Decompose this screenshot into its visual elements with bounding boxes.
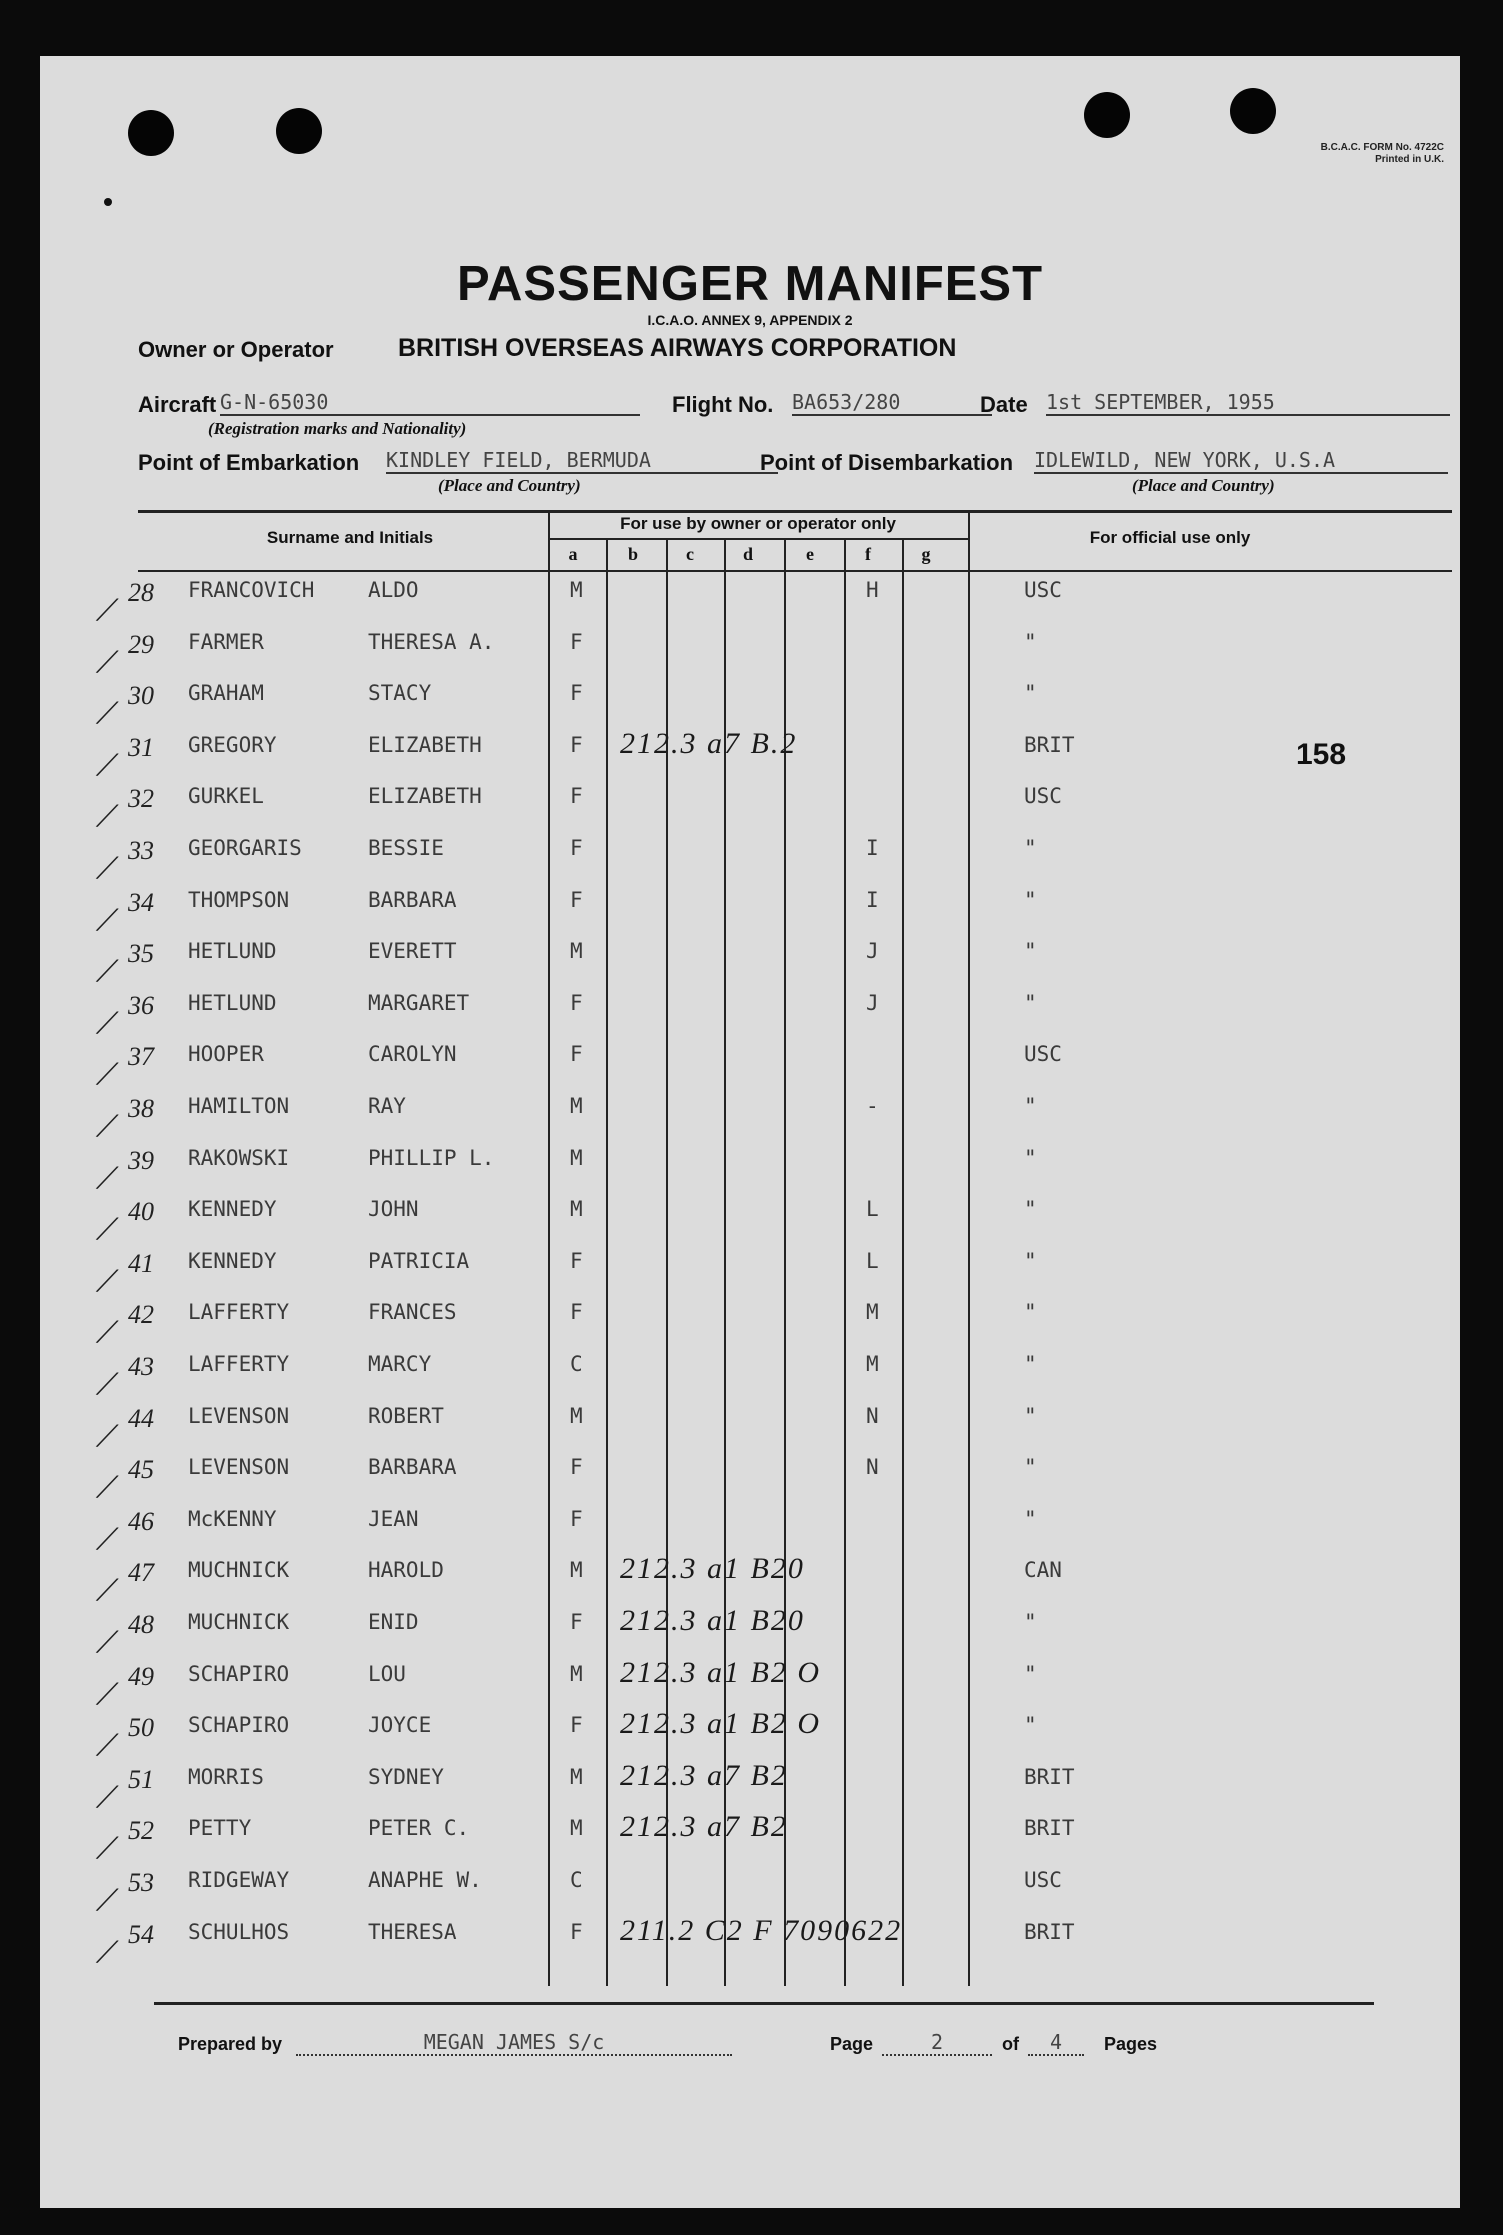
table-row	[40, 727, 1460, 787]
row-number: 52	[128, 1816, 154, 1845]
check-mark: ⁄	[101, 1568, 114, 1612]
check-mark: ⁄	[101, 1723, 114, 1767]
table-row	[40, 1197, 1460, 1251]
row-number: 44	[128, 1404, 154, 1433]
surname-cell: LAFFERTY	[188, 1352, 290, 1376]
surname-cell: MUCHNICK	[188, 1610, 290, 1634]
table-row	[40, 681, 1460, 735]
given-name-cell: JEAN	[368, 1507, 419, 1531]
column-a-cell: F	[570, 888, 583, 912]
check-mark: ⁄	[101, 1207, 114, 1251]
table-row	[40, 1146, 1460, 1200]
official-use-cell: "	[1024, 991, 1037, 1015]
official-use-cell: "	[1024, 681, 1037, 705]
column-a-cell: M	[570, 1558, 583, 1582]
check-mark: ⁄	[101, 1310, 114, 1354]
official-use-cell: USC	[1024, 578, 1062, 602]
check-mark: ⁄	[101, 794, 114, 838]
column-a-cell: M	[570, 578, 583, 602]
official-use-cell: "	[1024, 1197, 1037, 1221]
official-use-cell: "	[1024, 1300, 1037, 1324]
row-number: 40	[128, 1197, 154, 1226]
surname-cell: HETLUND	[188, 939, 277, 963]
table-row	[40, 1094, 1460, 1148]
aircraft-note: (Registration marks and Nationality)	[208, 419, 467, 438]
column-a-cell: F	[570, 1713, 583, 1737]
check-mark: ⁄	[101, 1878, 114, 1922]
form-code	[1321, 142, 1444, 166]
official-use-cell: BRIT	[1024, 733, 1075, 757]
pages-label: Pages	[1104, 2034, 1158, 2054]
surname-cell: GEORGARIS	[188, 836, 302, 860]
official-use-cell: "	[1024, 1455, 1037, 1479]
table-row	[40, 1604, 1460, 1664]
page-value: 2	[882, 2030, 992, 2056]
column-f-cell: N	[866, 1455, 879, 1479]
given-name-cell: LOU	[368, 1662, 406, 1686]
column-a-cell: F	[570, 1455, 583, 1479]
official-use-cell: "	[1024, 1662, 1037, 1686]
column-header-g: g	[921, 544, 931, 564]
row-number: 38	[128, 1094, 154, 1123]
check-mark: ⁄	[101, 1930, 114, 1974]
given-name-cell: THERESA A.	[368, 630, 495, 654]
table-row	[40, 1249, 1460, 1303]
form-code-line: B.C.A.C. FORM No. 4722C	[1320, 142, 1444, 153]
check-mark: ⁄	[101, 1001, 114, 1045]
column-a-cell: M	[570, 1197, 583, 1221]
official-use-cell: BRIT	[1024, 1816, 1075, 1840]
official-use-cell: USC	[1024, 1868, 1062, 1892]
column-header-e: e	[806, 544, 814, 564]
row-number: 48	[128, 1610, 154, 1639]
surname-cell: LEVENSON	[188, 1404, 290, 1428]
of-label: of	[1002, 2034, 1019, 2054]
given-name-cell: HAROLD	[368, 1558, 444, 1582]
column-a-cell: M	[570, 1094, 583, 1118]
disembark-label: Point of Disembarkation	[760, 450, 1014, 475]
embark-value: KINDLEY FIELD, BERMUDA	[386, 448, 778, 474]
surname-cell: KENNEDY	[188, 1197, 277, 1221]
row-number: 53	[128, 1868, 154, 1897]
given-name-cell: ROBERT	[368, 1404, 444, 1428]
official-use-cell: "	[1024, 1146, 1037, 1170]
official-use-cell: BRIT	[1024, 1765, 1075, 1789]
date-label: Date	[980, 392, 1028, 417]
official-use-cell: "	[1024, 1404, 1037, 1428]
handwritten-code-cell: 212.3 a1 B2 O	[620, 1656, 821, 1689]
column-a-cell: F	[570, 1249, 583, 1273]
table-row	[40, 1404, 1460, 1458]
row-number: 34	[128, 888, 154, 917]
surname-cell: SCHAPIRO	[188, 1662, 290, 1686]
column-a-cell: F	[570, 1610, 583, 1634]
check-mark: ⁄	[101, 1362, 114, 1406]
row-number: 41	[128, 1249, 154, 1278]
row-number: 29	[128, 630, 154, 659]
check-mark: ⁄	[101, 1156, 114, 1200]
column-f-cell: M	[866, 1352, 879, 1376]
handwritten-code-cell: 212.3 a7 B2	[620, 1810, 788, 1843]
check-mark: ⁄	[101, 1052, 114, 1096]
column-f-cell: J	[866, 991, 879, 1015]
surname-cell: HETLUND	[188, 991, 277, 1015]
given-name-cell: ELIZABETH	[368, 784, 482, 808]
table-row	[40, 1759, 1460, 1819]
surname-cell: LAFFERTY	[188, 1300, 290, 1324]
check-mark: ⁄	[101, 691, 114, 735]
row-number: 46	[128, 1507, 154, 1536]
check-mark: ⁄	[101, 1775, 114, 1819]
column-a-cell: F	[570, 1042, 583, 1066]
table-row	[40, 1656, 1460, 1716]
prepared-by-label: Prepared by	[178, 2034, 283, 2054]
check-mark: ⁄	[101, 1672, 114, 1716]
official-use-cell: "	[1024, 630, 1037, 654]
table-top-rule	[138, 510, 1452, 513]
row-number: 33	[128, 836, 154, 865]
flight-value: BA653/280	[792, 390, 992, 416]
official-use-cell: USC	[1024, 784, 1062, 808]
page-label: Page	[830, 2034, 874, 2054]
column-header-d: d	[742, 544, 753, 564]
surname-cell: GURKEL	[188, 784, 264, 808]
check-mark: ⁄	[101, 1259, 114, 1303]
surname-cell: GREGORY	[188, 733, 277, 757]
check-mark: ⁄	[101, 1620, 114, 1664]
punch-hole	[276, 108, 322, 154]
table-row	[40, 939, 1460, 993]
manifest-sheet	[40, 56, 1460, 2208]
column-a-cell: M	[570, 1816, 583, 1840]
official-use-cell: "	[1024, 939, 1037, 963]
given-name-cell: FRANCES	[368, 1300, 457, 1324]
column-a-cell: F	[570, 630, 583, 654]
table-row	[40, 1455, 1460, 1509]
surname-cell: RAKOWSKI	[188, 1146, 290, 1170]
column-a-cell: M	[570, 1765, 583, 1789]
check-mark: ⁄	[101, 846, 114, 890]
check-mark: ⁄	[101, 588, 114, 632]
handwritten-code-cell: 212.3 a7 B.2	[620, 727, 798, 760]
column-header-f: f	[865, 544, 871, 564]
check-mark: ⁄	[101, 1414, 114, 1458]
given-name-cell: ELIZABETH	[368, 733, 482, 757]
form-code-line: Printed in U.K.	[1375, 154, 1444, 165]
handwritten-code-cell: 212.3 a7 B2	[620, 1759, 788, 1792]
column-header-c: c	[686, 544, 694, 564]
column-f-cell: L	[866, 1249, 879, 1273]
official-use-cell: CAN	[1024, 1558, 1062, 1582]
official-use-cell: "	[1024, 836, 1037, 860]
surname-cell: THOMPSON	[188, 888, 290, 912]
surname-cell: SCHAPIRO	[188, 1713, 290, 1737]
row-number: 37	[128, 1042, 154, 1071]
column-a-cell: F	[570, 733, 583, 757]
row-number: 28	[128, 578, 154, 607]
surname-cell: MUCHNICK	[188, 1558, 290, 1582]
handwritten-code-cell: 212.3 a1 B20	[620, 1604, 805, 1637]
owner-use-header: For use by owner or operator only	[620, 514, 896, 533]
owner-label: Owner or Operator	[138, 337, 334, 362]
table-row	[40, 991, 1460, 1045]
column-a-cell: F	[570, 784, 583, 808]
check-mark: ⁄	[101, 743, 114, 787]
table-row	[40, 1868, 1460, 1922]
embark-note: (Place and Country)	[438, 476, 581, 495]
flight-label: Flight No.	[672, 392, 774, 417]
given-name-cell: PHILLIP L.	[368, 1146, 495, 1170]
row-number: 31	[128, 733, 154, 762]
document-subtitle: I.C.A.O. ANNEX 9, APPENDIX 2	[647, 312, 853, 328]
row-number: 35	[128, 939, 154, 968]
official-use-cell: "	[1024, 1352, 1037, 1376]
document-title: PASSENGER MANIFEST	[456, 257, 1044, 311]
handwritten-code-cell: 212.3 a1 B20	[620, 1552, 805, 1585]
row-number: 54	[128, 1920, 154, 1949]
table-row	[40, 836, 1460, 890]
given-name-cell: JOYCE	[368, 1713, 432, 1737]
owner-value: BRITISH OVERSEAS AIRWAYS CORPORATION	[398, 334, 957, 362]
given-name-cell: STACY	[368, 681, 432, 705]
header-bottom-rule	[138, 570, 1452, 572]
table-row	[40, 888, 1460, 942]
row-number: 36	[128, 991, 154, 1020]
official-use-cell: "	[1024, 1094, 1037, 1118]
surname-cell: RIDGEWAY	[188, 1868, 290, 1892]
surname-cell: MORRIS	[188, 1765, 264, 1789]
row-number: 43	[128, 1352, 154, 1381]
punch-hole	[1084, 92, 1130, 138]
check-mark: ⁄	[101, 1517, 114, 1561]
prepared-by-value: MEGAN JAMES S/c	[296, 2030, 732, 2056]
table-row	[40, 1507, 1460, 1561]
column-a-cell: C	[570, 1352, 583, 1376]
column-a-cell: M	[570, 939, 583, 963]
table-row	[40, 1810, 1460, 1870]
ink-mark	[104, 198, 112, 206]
surname-cell: PETTY	[188, 1816, 252, 1840]
column-a-cell: F	[570, 1920, 583, 1944]
surname-cell: KENNEDY	[188, 1249, 277, 1273]
row-number: 50	[128, 1713, 154, 1742]
given-name-cell: CAROLYN	[368, 1042, 457, 1066]
table-row	[40, 1552, 1460, 1612]
column-f-cell: -	[866, 1094, 879, 1118]
given-name-cell: PATRICIA	[368, 1249, 470, 1273]
table-row	[40, 1352, 1460, 1406]
column-f-cell: I	[866, 836, 879, 860]
row-number: 32	[128, 784, 154, 813]
table-row	[40, 1042, 1460, 1096]
given-name-cell: BARBARA	[368, 888, 457, 912]
surname-cell: FRANCOVICH	[188, 578, 315, 602]
column-f-cell: M	[866, 1300, 879, 1324]
official-use-cell: BRIT	[1024, 1920, 1075, 1944]
given-name-cell: ANAPHE W.	[368, 1868, 482, 1892]
given-name-cell: BESSIE	[368, 836, 444, 860]
column-a-cell: F	[570, 1507, 583, 1531]
check-mark: ⁄	[101, 1104, 114, 1148]
official-use-cell: "	[1024, 888, 1037, 912]
aircraft-value: G-N-65030	[220, 390, 640, 416]
row-number: 49	[128, 1662, 154, 1691]
official-use-cell: "	[1024, 1507, 1037, 1531]
header-split-rule	[548, 538, 968, 540]
table-row	[40, 578, 1460, 632]
column-a-cell: C	[570, 1868, 583, 1892]
column-f-cell: I	[866, 888, 879, 912]
column-a-cell: F	[570, 1300, 583, 1324]
embark-label: Point of Embarkation	[138, 450, 360, 475]
given-name-cell: SYDNEY	[368, 1765, 444, 1789]
table-row	[40, 1914, 1460, 1974]
handwritten-code-cell: 212.3 a1 B2 O	[620, 1707, 821, 1740]
column-f-cell: H	[866, 578, 879, 602]
given-name-cell: JOHN	[368, 1197, 419, 1221]
table-bottom-rule	[154, 2002, 1374, 2005]
column-a-cell: F	[570, 836, 583, 860]
column-f-cell: L	[866, 1197, 879, 1221]
check-mark: ⁄	[101, 898, 114, 942]
surname-cell: LEVENSON	[188, 1455, 290, 1479]
official-use-cell: USC	[1024, 1042, 1062, 1066]
given-name-cell: ALDO	[368, 578, 419, 602]
row-number: 30	[128, 681, 154, 710]
total-pages-value: 4	[1028, 2030, 1084, 2056]
given-name-cell: ENID	[368, 1610, 419, 1634]
given-name-cell: MARGARET	[368, 991, 470, 1015]
surname-cell: SCHULHOS	[188, 1920, 290, 1944]
date-value: 1st SEPTEMBER, 1955	[1046, 390, 1450, 416]
check-mark: ⁄	[101, 1465, 114, 1509]
handwritten-code-cell: 211.2 C2 F 7090622	[620, 1914, 903, 1947]
row-number: 45	[128, 1455, 154, 1484]
check-mark: ⁄	[101, 949, 114, 993]
column-f-cell: N	[866, 1404, 879, 1428]
stamped-number: 158	[1296, 738, 1347, 771]
official-use-cell: "	[1024, 1610, 1037, 1634]
official-use-cell: "	[1024, 1713, 1037, 1737]
surname-header: Surname and Initials	[266, 528, 434, 547]
row-number: 51	[128, 1765, 154, 1794]
column-a-cell: F	[570, 991, 583, 1015]
check-mark: ⁄	[101, 640, 114, 684]
punch-hole	[128, 110, 174, 156]
row-number: 42	[128, 1300, 154, 1329]
column-header-a: a	[568, 544, 578, 564]
column-a-cell: M	[570, 1662, 583, 1686]
table-row	[40, 1300, 1460, 1354]
aircraft-label: Aircraft	[138, 392, 217, 417]
disembark-note: (Place and Country)	[1132, 476, 1275, 495]
official-use-header: For official use only	[1089, 528, 1251, 547]
check-mark: ⁄	[101, 1826, 114, 1870]
given-name-cell: RAY	[368, 1094, 406, 1118]
given-name-cell: MARCY	[368, 1352, 432, 1376]
given-name-cell: PETER C.	[368, 1816, 470, 1840]
column-a-cell: M	[570, 1146, 583, 1170]
column-a-cell: M	[570, 1404, 583, 1428]
surname-cell: HOOPER	[188, 1042, 264, 1066]
surname-cell: FARMER	[188, 630, 264, 654]
row-number: 47	[128, 1558, 154, 1587]
column-a-cell: F	[570, 681, 583, 705]
punch-hole	[1230, 88, 1276, 134]
row-number: 39	[128, 1146, 154, 1175]
table-row	[40, 784, 1460, 838]
given-name-cell: EVERETT	[368, 939, 457, 963]
column-f-cell: J	[866, 939, 879, 963]
surname-cell: HAMILTON	[188, 1094, 290, 1118]
surname-cell: GRAHAM	[188, 681, 264, 705]
disembark-value: IDLEWILD, NEW YORK, U.S.A	[1034, 448, 1448, 474]
given-name-cell: THERESA	[368, 1920, 457, 1944]
surname-cell: McKENNY	[188, 1507, 277, 1531]
column-header-b: b	[627, 544, 638, 564]
official-use-cell: "	[1024, 1249, 1037, 1273]
table-row	[40, 630, 1460, 684]
table-row	[40, 1707, 1460, 1767]
given-name-cell: BARBARA	[368, 1455, 457, 1479]
